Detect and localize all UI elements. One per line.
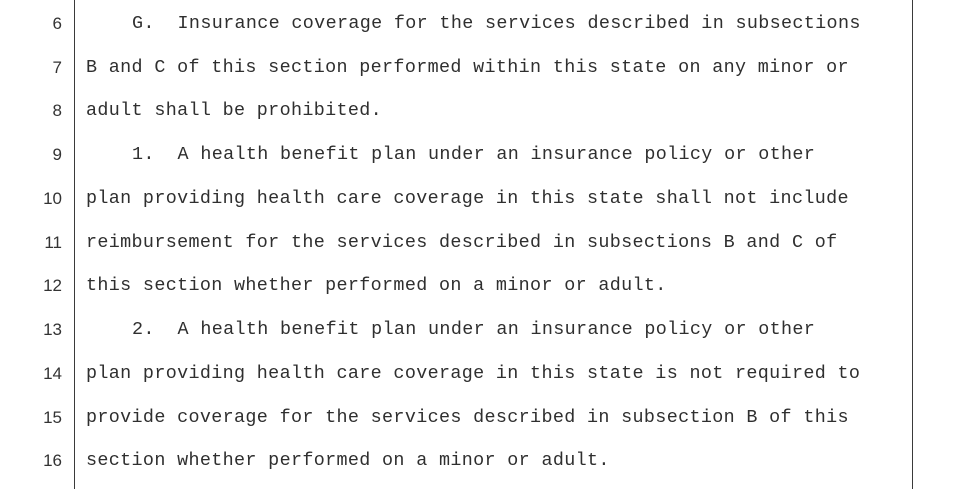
line-number: 7 <box>52 58 62 77</box>
document-line-16 <box>0 446 980 476</box>
line-text: plan providing health care coverage in this state shall not include <box>86 188 849 209</box>
line-number: 6 <box>52 14 62 33</box>
document-line-11 <box>0 228 980 258</box>
line-number: 11 <box>44 233 62 252</box>
line-number: 15 <box>43 408 62 427</box>
line-text: plan providing health care coverage in this state is not required to <box>86 363 861 384</box>
line-text: 1. A health benefit plan under an insurance policy or other <box>132 144 816 165</box>
document-line-15 <box>0 403 980 433</box>
document-line-12 <box>0 271 980 301</box>
line-text: adult shall be prohibited. <box>86 100 383 121</box>
line-number: 8 <box>52 101 62 120</box>
line-text: this section whether performed on a minor or adult. <box>86 275 667 296</box>
line-text: B and C of this section performed within this state on any minor or <box>86 57 849 78</box>
line-text: G. Insurance coverage for the services described in subsections <box>132 13 861 34</box>
document-line-14 <box>0 359 980 389</box>
document-line-7 <box>0 53 980 83</box>
document-line-13 <box>0 315 980 345</box>
document-line-6 <box>0 9 980 39</box>
line-number: 16 <box>43 451 62 470</box>
document-line-9 <box>0 140 980 170</box>
line-text: 2. A health benefit plan under an insurance policy or other <box>132 319 816 340</box>
line-text: reimbursement for the services described in subsections B and C of <box>86 232 838 253</box>
line-number: 13 <box>43 320 62 339</box>
line-text: provide coverage for the services described in subsection B of this <box>86 407 849 428</box>
line-number: 14 <box>43 364 62 383</box>
line-text: section whether performed on a minor or adult. <box>86 450 610 471</box>
line-number: 9 <box>52 145 62 164</box>
line-number: 12 <box>43 276 62 295</box>
document-line-10 <box>0 184 980 214</box>
line-number: 10 <box>43 189 62 208</box>
document-line-8 <box>0 96 980 126</box>
